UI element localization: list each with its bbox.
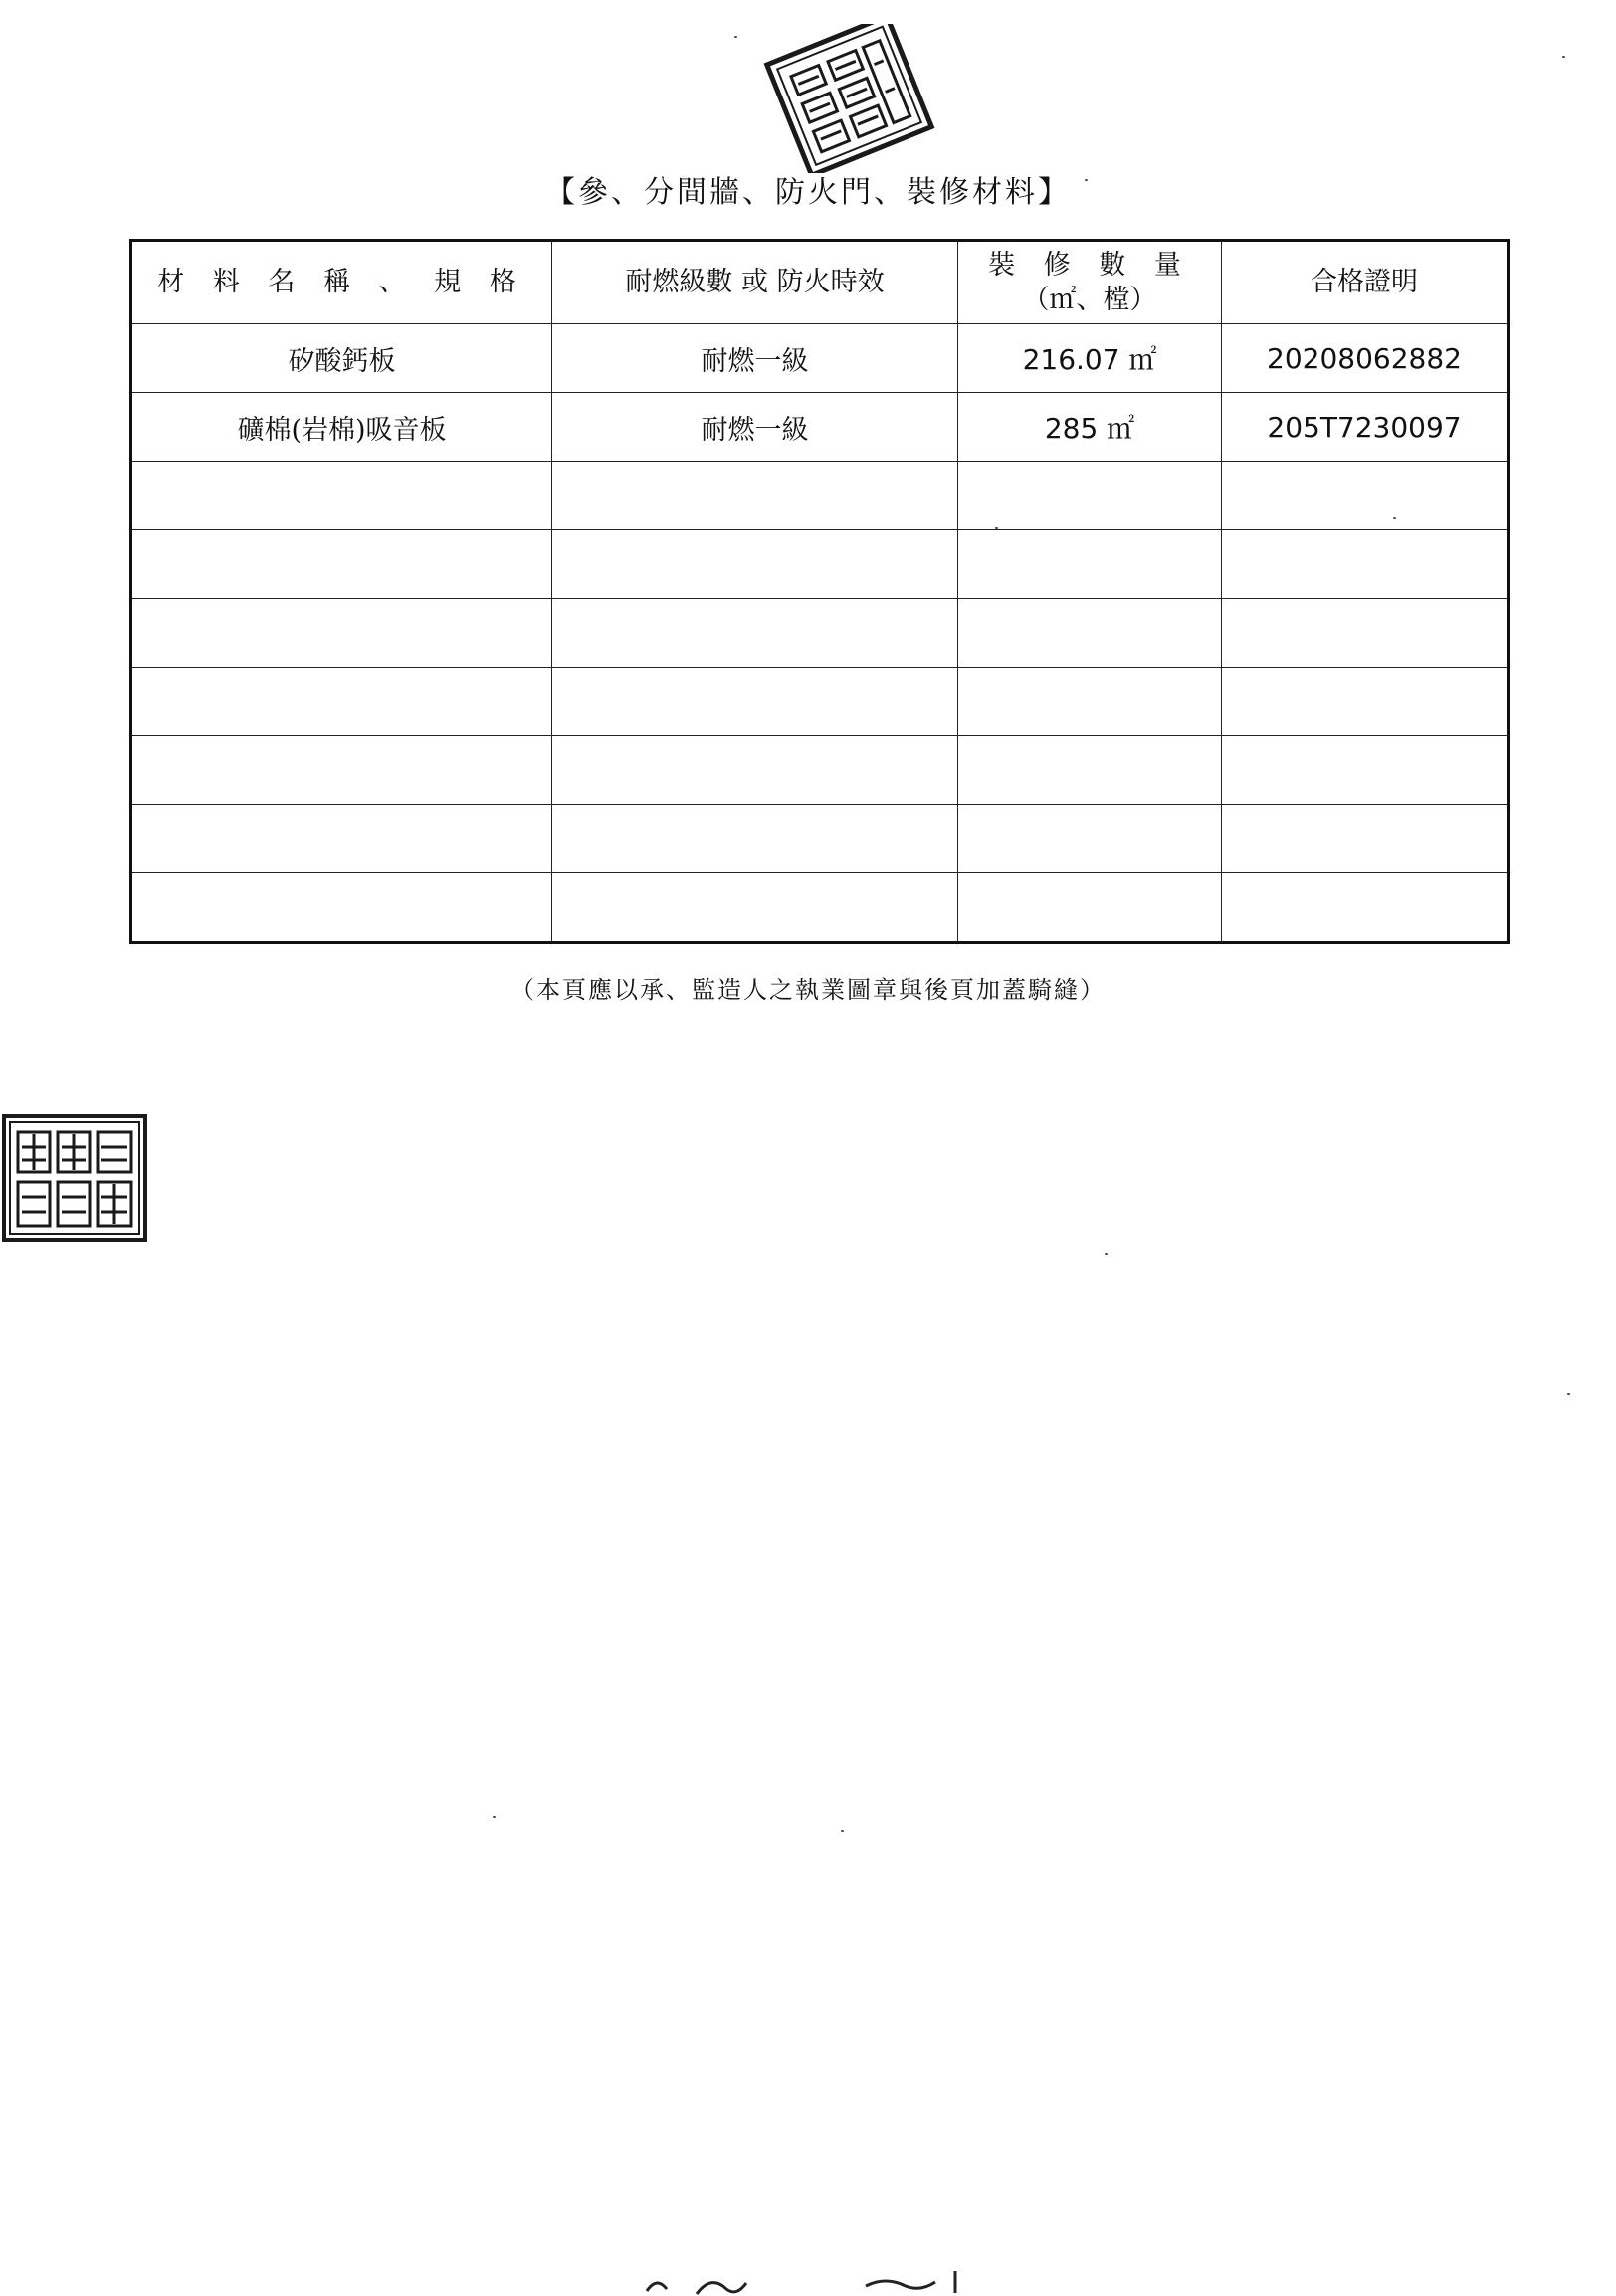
signature-fragment-icon [627,2266,1005,2296]
cell-certificate [1222,668,1509,736]
scan-speck [1393,517,1396,519]
cell-rating: 耐燃一級 [552,393,958,462]
table-row [131,393,1509,462]
cell-quantity [958,530,1222,599]
table-row [131,805,1509,873]
cell-quantity [958,873,1222,943]
table-header-row [131,241,1509,324]
table-row [131,324,1509,393]
cell-rating [552,599,958,668]
cell-rating [552,805,958,873]
cell-certificate [1222,805,1509,873]
quantity-unit-note: （㎡、樘） [1022,285,1157,315]
cell-material: 礦棉(岩棉)吸音板 [131,393,552,462]
cell-material: 矽酸鈣板 [131,324,552,393]
seal-footnote: （本頁應以承、監造人之執業圖章與後頁加蓋騎縫） [510,976,1106,1004]
cell-material [131,530,552,599]
cell-certificate: 20208062882 [1222,324,1509,393]
cell-rating: 耐燃一級 [552,324,958,393]
cell-quantity [958,668,1222,736]
header-fire-rating: 耐燃級數 或 防火時效 [552,241,958,324]
cell-quantity [958,462,1222,530]
cell-material [131,736,552,805]
table-row [131,462,1509,530]
scan-speck [1105,1253,1108,1255]
scan-speck [841,1830,844,1832]
scan-speck [1085,179,1088,181]
official-seal-side-icon [0,1112,149,1244]
cell-material [131,873,552,943]
table-row [131,736,1509,805]
section-title: 【參、分間牆、防火門、裝修材料】 [545,175,1071,210]
cell-quantity: 216.07 ㎡ [958,324,1222,393]
table-row [131,668,1509,736]
cell-material [131,805,552,873]
cell-material [131,668,552,736]
cell-quantity [958,736,1222,805]
table-row [131,599,1509,668]
table-row [131,873,1509,943]
cell-rating [552,873,958,943]
cell-certificate [1222,599,1509,668]
cell-certificate: 205T7230097 [1222,393,1509,462]
header-quantity: 裝 修 數 量 （㎡、樘） [958,241,1222,324]
scan-speck [1562,56,1565,58]
cell-material [131,462,552,530]
cell-certificate [1222,462,1509,530]
cell-rating [552,668,958,736]
scan-speck [493,1816,496,1818]
materials-table-container [129,239,1507,944]
cell-certificate [1222,873,1509,943]
table-row [131,530,1509,599]
cell-quantity [958,599,1222,668]
cell-rating [552,462,958,530]
cell-material [131,599,552,668]
header-material-name: 材 料 名 稱 、 規 格 [131,241,552,324]
scan-speck [995,527,998,529]
materials-table [129,239,1510,944]
cell-certificate [1222,736,1509,805]
scan-speck [1567,1393,1570,1395]
cell-quantity [958,805,1222,873]
cell-rating [552,736,958,805]
cell-rating [552,530,958,599]
scan-speck [734,36,737,38]
official-seal-top-icon [756,24,955,173]
cell-certificate [1222,530,1509,599]
cell-quantity: 285 ㎡ [958,393,1222,462]
header-certificate: 合格證明 [1222,241,1509,324]
